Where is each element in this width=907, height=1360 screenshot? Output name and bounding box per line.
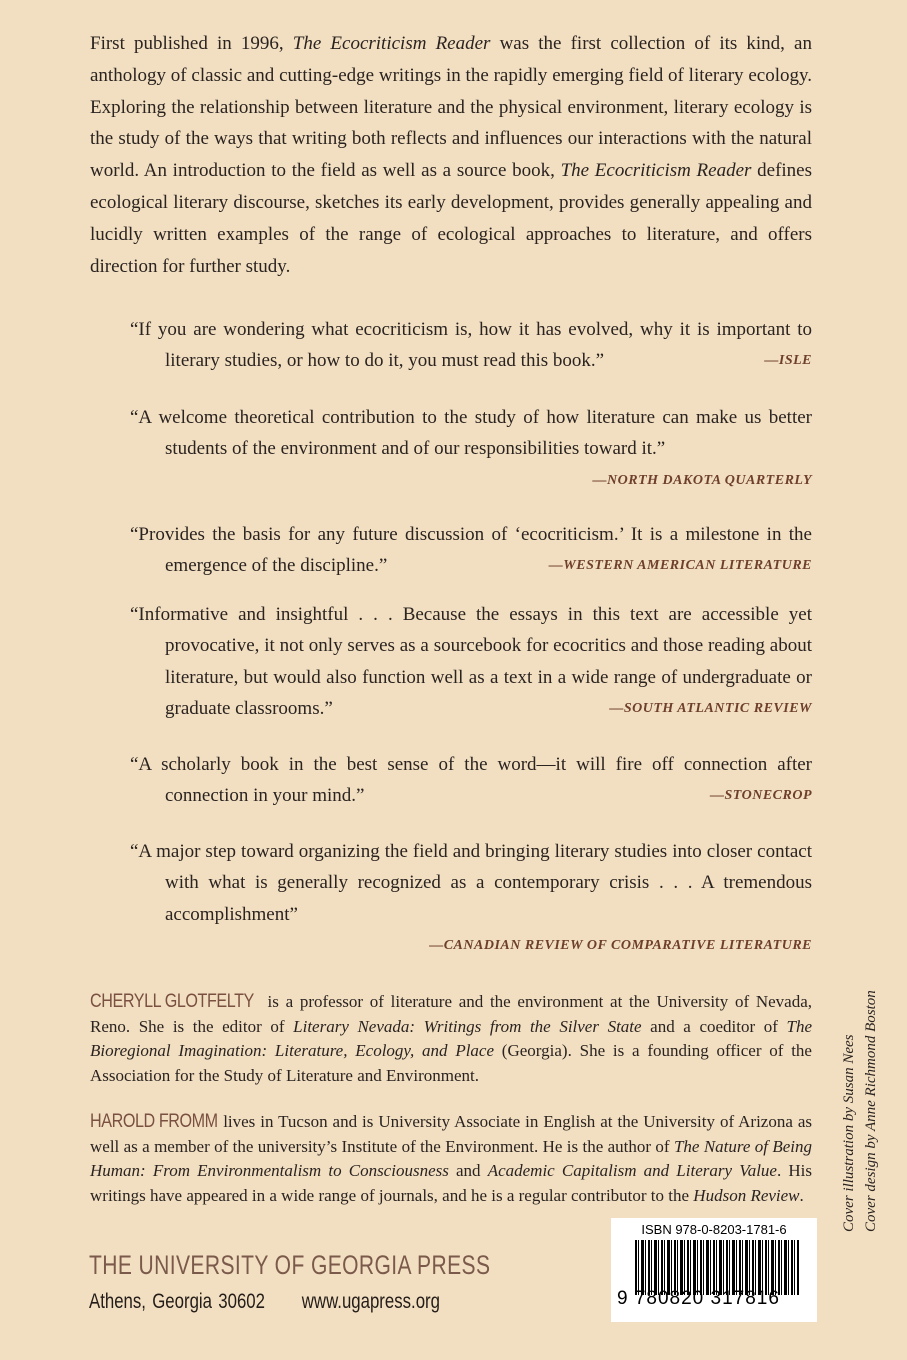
bio-text: and a coeditor of — [641, 1016, 787, 1036]
book-title: Academic Capitalism and Literary Value — [487, 1161, 777, 1181]
author-bio — [90, 1110, 812, 1208]
bio-text: . His writings have appeared in a wide range of journals, and he is a regular contributor to the — [90, 1161, 812, 1205]
author-name: HAROLD FROMM — [90, 1111, 218, 1132]
journal-title: Hudson Review — [693, 1185, 800, 1205]
publisher-contact — [89, 1290, 440, 1314]
quote-text: “A major step toward organizing the field and bringing literary studies into closer contact with what is generally recognized as a contemporary crisis . . . A tremendous accomplishment” — [130, 841, 812, 925]
quote-source: —SOUTH ATLANTIC REVIEW — [609, 701, 812, 717]
book-title: The Ecocriticism Reader — [560, 160, 752, 182]
book-description — [90, 28, 812, 282]
book-title: The Ecocriticism Reader — [292, 33, 491, 54]
publisher-address: Athens, Georgia 30602 — [89, 1290, 265, 1313]
author-name: CHERYLL GLOTFELTY — [90, 991, 254, 1012]
cover-credits — [838, 990, 882, 1232]
book-title: Literary Nevada: Writings from the Silver State — [293, 1016, 642, 1036]
bio-text: lives in Tucson and is University Associate in English at the University of Arizona as well as a member of the university’s Institute of the Environment. He is the author of — [90, 1112, 812, 1156]
quote-text: “If you are wondering what ecocriticism is, how it has evolved, why it is important to literary studies, or how to do it, you must read this book.” — [130, 319, 812, 372]
design-credit: Cover design by Anne Richmond Boston — [863, 990, 879, 1232]
quote-text: “A scholarly book in the best sense of the word—it will fire off connection after connection in your mind.” — [130, 754, 812, 807]
description-text: First published in 1996, — [90, 33, 293, 54]
quote-text: “Informative and insightful . . . Because the essays in this text are accessible yet provocative, it not only serves as a sourcebook for ecocritics and those reading about literature, but would also function well as a text in a wide range of undergraduate or graduate classrooms.” — [130, 604, 812, 720]
bio-text: (Georgia). She is a founding officer of the Association for the Study of Literature and Environment. — [90, 1041, 812, 1085]
book-title: The Nature of Being Human: From Environmentalism to Consciousness — [90, 1136, 813, 1181]
author-bio — [90, 990, 812, 1088]
book-title: The Bioregional Imagination: Literature, Ecology, and Place — [90, 1016, 812, 1061]
bio-text: and — [448, 1161, 488, 1181]
publisher-name: THE UNIVERSITY OF GEORGIA PRESS — [89, 1250, 491, 1280]
isbn-label: ISBN 978-0-8203-1781-6 — [641, 1222, 787, 1237]
quote-source: —STONECROP — [710, 788, 812, 804]
review-quote — [90, 749, 812, 812]
review-quote — [90, 836, 812, 962]
quote-source: —NORTH DAKOTA QUARTERLY — [592, 472, 812, 488]
quote-text: “Provides the basis for any future discussion of ‘ecocriticism.’ It is a milestone in the emergence of the discipline.” — [130, 524, 812, 577]
quote-source: —ISLE — [764, 353, 812, 369]
quote-text: “A welcome theoretical contribution to the study of how literature can make us better students of the environment and of our responsibilities toward it.” — [130, 407, 812, 460]
publisher-website: www.ugapress.org — [301, 1290, 440, 1313]
description-text: defines ecological literary discourse, sketches its early development, provides generally appealing and lucidly written examples of the range of ecological approaches to literature, and offers direction for further study. — [90, 160, 812, 277]
quote-source: —WESTERN AMERICAN LITERATURE — [548, 558, 812, 574]
isbn-barcode — [611, 1218, 817, 1322]
bio-text: is a professor of literature and the environment at the University of Nevada, Reno. She is the editor of — [90, 992, 812, 1036]
review-quote — [90, 519, 812, 582]
illustration-credit: Cover illustration by Susan Nees — [841, 1034, 857, 1232]
review-quote — [90, 599, 812, 725]
description-text: was the first collection of its kind, an anthology of classic and cutting-edge writings in the rapidly emerging field of literary ecology. Exploring the relationship between literature and the physical environment, literary ecology is the study of the ways that writing both reflects and influences our interactions with the natural world. An introduction to the field as well as a source book, — [90, 33, 812, 182]
barcode-number: 9 780820 317816 — [617, 1288, 780, 1309]
review-quote — [90, 402, 812, 496]
review-quote — [90, 314, 812, 377]
bio-text: . — [799, 1185, 804, 1205]
quote-source: —CANADIAN REVIEW OF COMPARATIVE LITERATURE — [429, 938, 812, 954]
barcode-bars — [635, 1240, 799, 1295]
